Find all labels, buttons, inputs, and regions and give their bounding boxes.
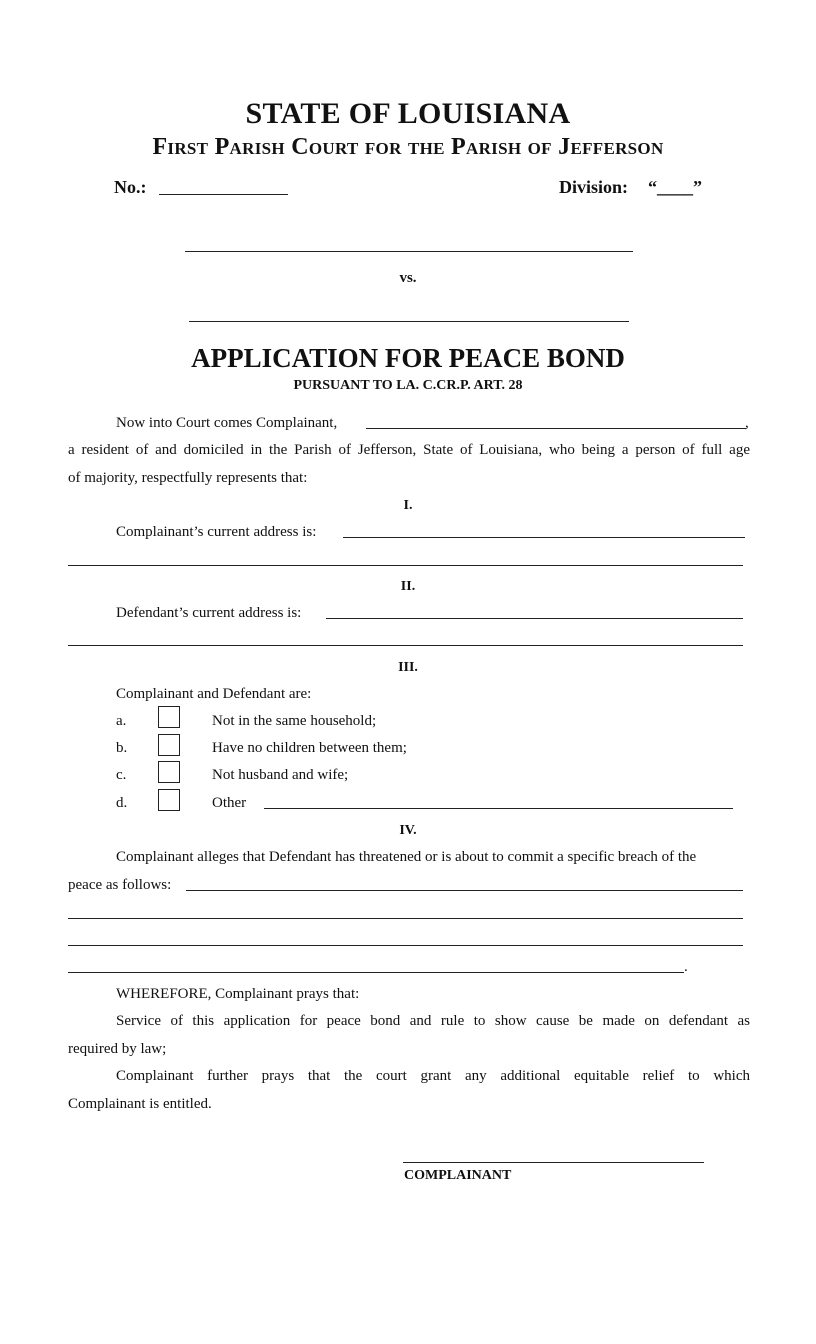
option-text-b: Have no children between them; (212, 740, 407, 756)
section-3-heading: III. (398, 660, 418, 675)
allegation-line-2: peace as follows: (68, 877, 172, 893)
further-relief-line-1: Complainant further prays that the court grant any additional equitable relief to which (116, 1068, 750, 1084)
defendant-name-field[interactable] (189, 321, 629, 322)
case-number-field[interactable] (159, 194, 288, 195)
option-text-d: Other (212, 795, 247, 811)
checkbox-other[interactable] (158, 789, 180, 811)
complainant-address-label: Complainant’s current address is: (116, 524, 317, 540)
court-heading: First Parish Court for the Parish of Jefferson (152, 134, 664, 160)
defendant-address-label: Defendant’s current address is: (116, 605, 302, 621)
complainant-signature-label: COMPLAINANT (404, 1168, 512, 1183)
option-letter-d: d. (116, 795, 128, 811)
section-1-heading: I. (403, 498, 413, 513)
option-text-a: Not in the same household; (212, 713, 377, 729)
allegation-line-1: Complainant alleges that Defendant has threatened or is about to commit a specific breach of the (116, 849, 697, 865)
document-subtitle: PURSUANT TO LA. C.CR.P. ART. 28 (293, 378, 523, 393)
intro-line-3: of majority, respectfully represents that: (68, 470, 308, 486)
breach-description-field-4[interactable] (68, 972, 684, 973)
service-line-1: Service of this application for peace bond and rule to show cause be made on defendant as (116, 1013, 750, 1029)
division-field[interactable]: “____” (648, 177, 702, 197)
option-letter-a: a. (116, 713, 127, 729)
section-2-heading: II. (400, 579, 416, 594)
other-relationship-field[interactable] (264, 808, 733, 809)
complainant-signature-field[interactable] (403, 1162, 704, 1163)
plaintiff-name-field[interactable] (185, 251, 633, 252)
intro-comma: , (745, 415, 749, 431)
checkbox-not-married[interactable] (158, 761, 180, 783)
complainant-address-field-2[interactable] (68, 565, 743, 566)
document-title: APPLICATION FOR PEACE BOND (191, 343, 625, 373)
service-line-2: required by law; (68, 1041, 167, 1057)
option-text-c: Not husband and wife; (212, 767, 349, 783)
state-heading: STATE OF LOUISIANA (245, 97, 571, 130)
checkbox-no-children[interactable] (158, 734, 180, 756)
wherefore-line: WHEREFORE, Complainant prays that: (116, 986, 360, 1002)
option-letter-b: b. (116, 740, 128, 756)
breach-description-field-1[interactable] (186, 890, 743, 891)
division-label: Division: (559, 177, 629, 197)
defendant-address-field-2[interactable] (68, 645, 743, 646)
versus-label: vs. (399, 270, 417, 286)
relationship-label: Complainant and Defendant are: (116, 686, 312, 702)
intro-lead: Now into Court comes Complainant, (116, 415, 338, 431)
intro-line-2: a resident of and domiciled in the Parish of Jefferson, State of Louisiana, who being a person of full age (68, 442, 750, 458)
section-4-heading: IV. (399, 823, 417, 838)
option-letter-c: c. (116, 767, 127, 783)
complainant-address-field-1[interactable] (343, 537, 745, 538)
breach-description-field-2[interactable] (68, 918, 743, 919)
breach-period: . (684, 959, 688, 975)
case-number-label: No.: (114, 177, 147, 197)
complainant-name-field[interactable] (366, 428, 746, 429)
breach-description-field-3[interactable] (68, 945, 743, 946)
further-relief-line-2: Complainant is entitled. (68, 1096, 212, 1112)
checkbox-not-same-household[interactable] (158, 706, 180, 728)
defendant-address-field-1[interactable] (326, 618, 743, 619)
